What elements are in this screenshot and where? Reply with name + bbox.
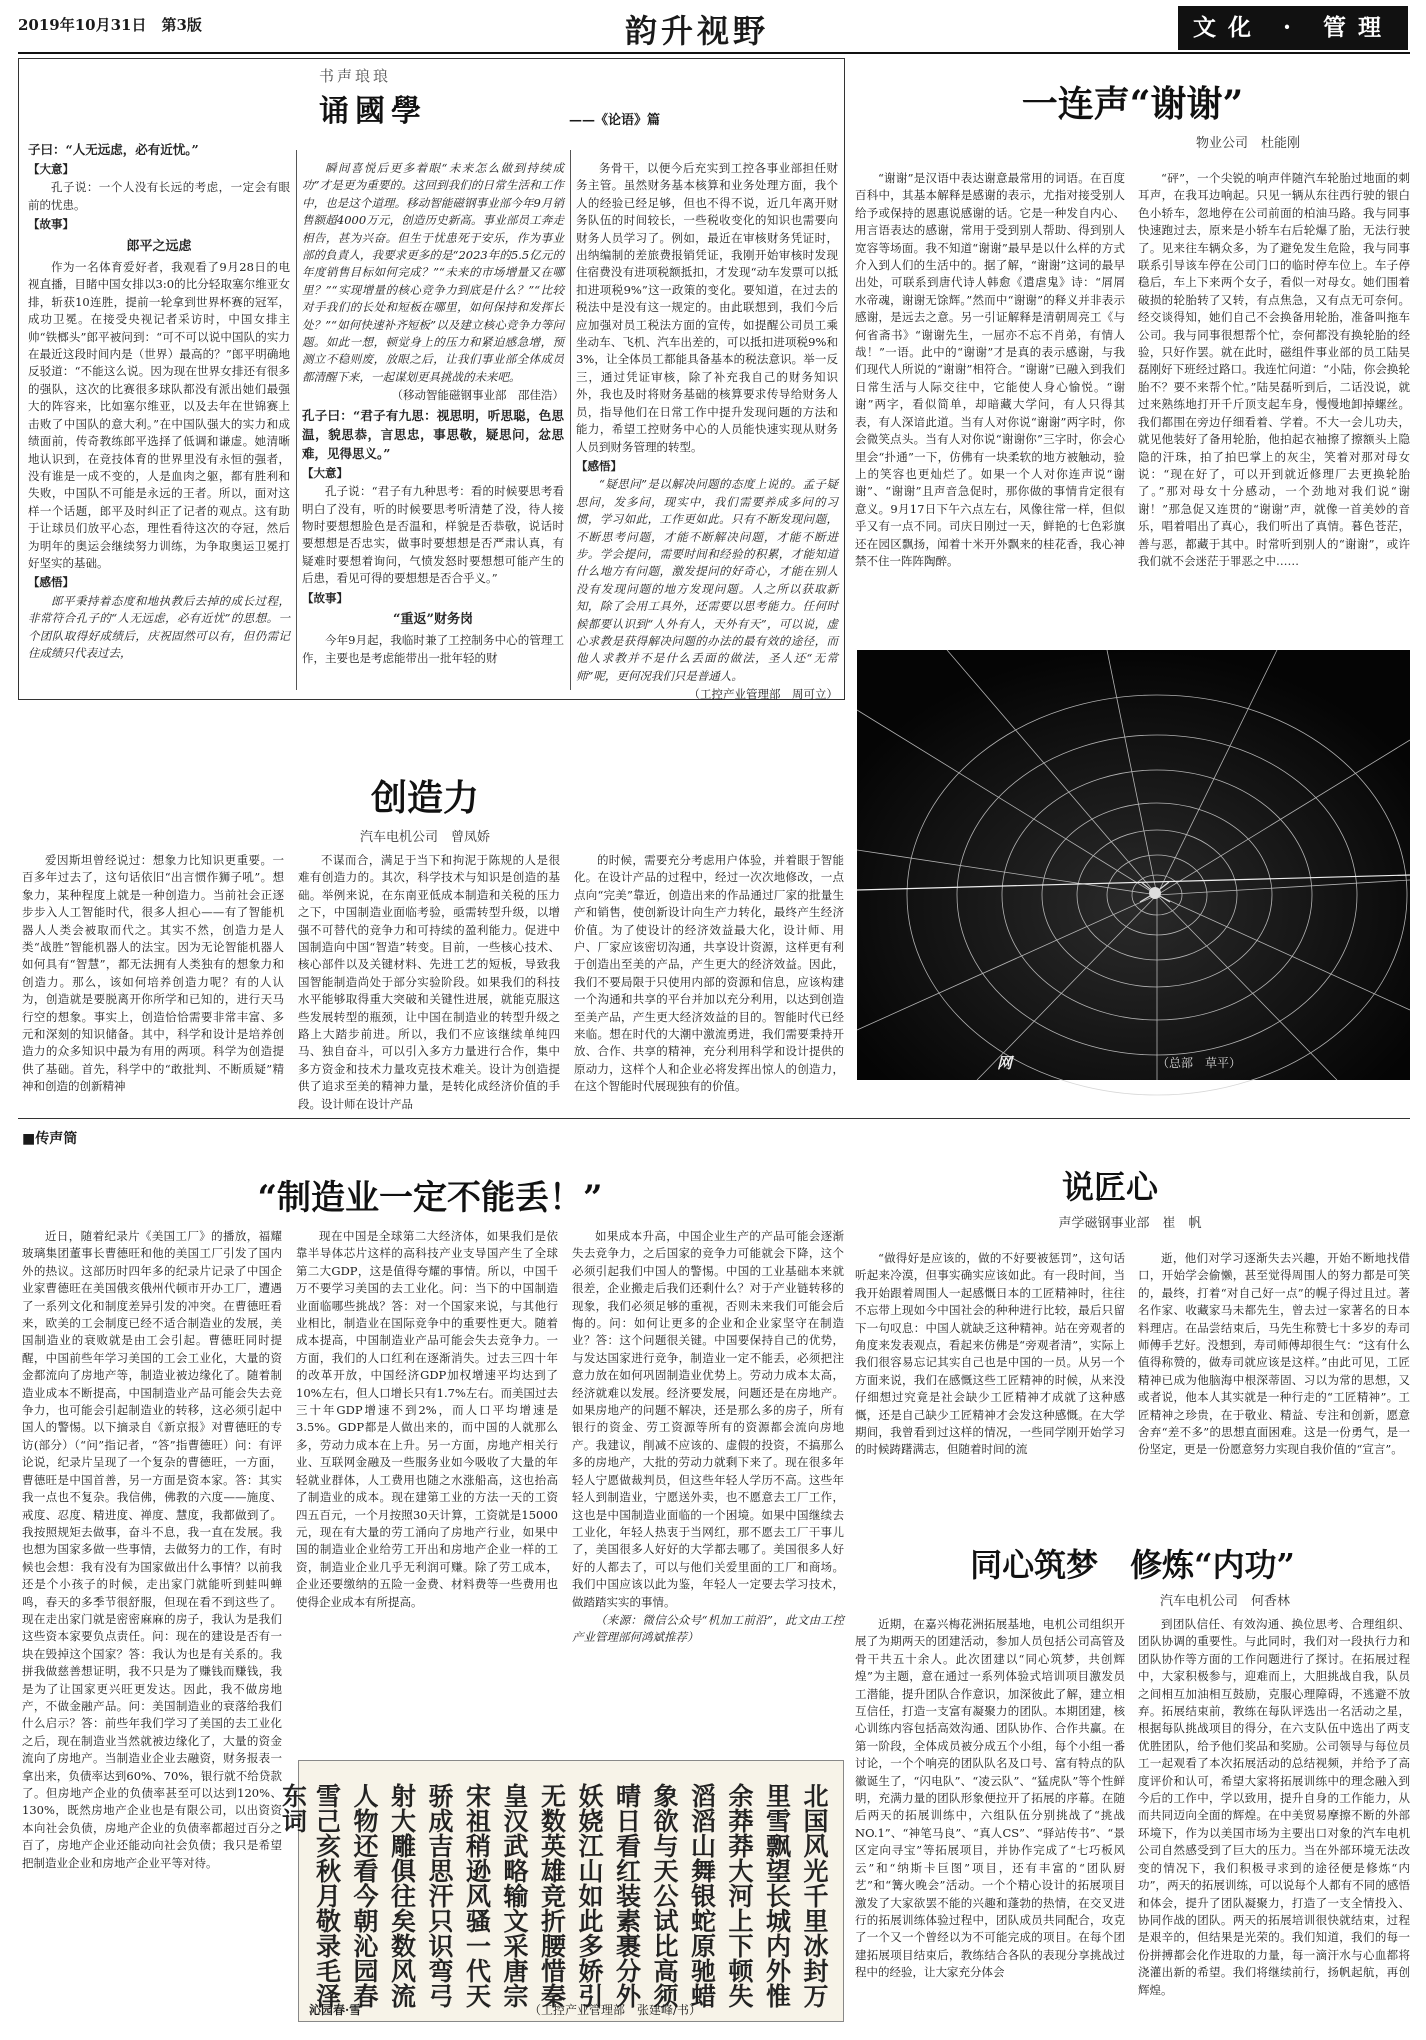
jiang-text-1: “做得好是应该的，做的不好要被惩罚”，这句话听起来冷漠，但事实确实应该如此。有一段时间，当我开始跟着周围人一起感慨日本的工匠精神时，往往不忘带上现如今中国社会的种种进行比较，最后只留下一句叹息：中国人就缺乏这种精神。站在旁观者的角度来发表观点，看起来仿佛是“旁观者清”，实际上我们很容易忘记其实自己也是中国的一员。从另一个方面来说，我们在感慨这些工匠精神的时候，从来没仔细想过究竟是社会缺少工匠精神才成就了这种感慨，还是自己缺少工匠精神才会发这种感慨。在大学期间，我曾看到过这样的情况，一些同学刚开始学习的时候踌躇满志，但随着时间的流 [855,1251,1125,1457]
calligraphy-column: 晴日看红装素裹分外 [612,1783,642,2008]
zhi-col-1 [22,1228,282,2028]
chuang-title: 创造力 [370,777,479,819]
quote-1: 子曰：“人无远虑，必有近忧。” [28,142,199,157]
xie-col-2 [1138,170,1410,640]
label-dayi-2: 【大意】 [302,465,348,480]
photo-credit: （总部 草平） [1157,1056,1242,1070]
jiang-byline: 声学磁钢事业部 崔 帆 [1058,1216,1202,1231]
issue-date: 2019年10月31日 第3版 [18,16,202,34]
calligraphy-column: 无数英雄竞折腰惜秦 [537,1783,567,2008]
tongxin-byline: 汽车电机公司 何香林 [1159,1594,1290,1609]
calligraphy-column: 妖娆江山如此多娇引 [575,1783,604,2008]
jiang-title: 说匠心 [1061,1168,1158,1206]
zhi-text-1: 近日，随着纪录片《美国工厂》的播放，福耀玻璃集团董事长曹德旺和他的美国工厂引发了国内外的热议。这部历时四年多的纪录片记录了中国企业家曹德旺在美国俄亥俄州代顿市开办工厂，遭遇了一系列文化和制度差异引发的冲突。在曹德旺看来，欧美的工会制度已经不适合制造业的发展，美国制造业的衰败就是由工会引起。曹德旺同时提醒，中国前些年学习美国的工会工业化，大量的资金都流向了房地产等，制造业被边缘化了。随着制造业成本不断提高，中国制造业产品可能会失去竞争力，也可能会引起制造业的转移，这必须引起中国人的警惕。以下摘录自《新京报》对曹德旺的专访(部分）（“问”指记者，“答”指曹德旺）问：有评论说，纪录片呈现了一个复杂的曹德旺，一方面，曹德旺是中国首善，另一方面是资本家。答：其实我一点也不复杂。我信佛，佛教的六度——施度、戒度、忍度、精进度、禅度、慧度，我都做到了。我按照规矩去做事，奋斗不息，我一直在发展。我也想为国家多做一些事情，去做努力的工作，有时候也会想：我有没有为国家做出什么事情？以前我还是个小孩子的时候，走出家门就能听到蛙叫蝉鸣，春天的多季节很舒服，但现在看不到这些了。现在走出家门就是密密麻麻的房子，我认为是我们这些资本家要负点责任。问：现在的建设是否有一块在毁掉这个国家？答：我认为也是有关系的。我拼我做慈善想证明，我不只是为了赚钱而赚钱，我是为了让国家更兴旺更发达。因此，我不做房地产，不做金融产品。问：美国制造业的衰落给我们什么启示？答：前些年我们学习了美国的去工业化之后，现在制造业当然就被边缘化了，大量的资金流向了房地产。当制造业企业去融资，财务报表一拿出来，负债率达到60%、70%，银行就不给贷款了。但房地产企业的负债率甚至可以达到120%、130%，既然房地产企业也是有限公司，以出资资本向社会负债，房地产企业的负债率都超过百分之百了，房地产企业还能动向社会负债；我只是希望把制造业企业和房地产企业平等对待。 [22,1229,282,1870]
guoxue-col-2 [302,160,564,696]
label-ganwu-3: 【感悟】 [576,458,622,473]
tongxin-title: 同心筑梦 修炼“内功” [970,1546,1295,1584]
photo-caption: 网 [997,1054,1013,1072]
ganwu-3: “疑思问”是以解决问题的态度上说的。孟子疑思问，发多问，现实中，我们需要养成多问的习惯，学习如此，工作更如此。只有不断发现问题，不断思考问题，才能不断解决问题，才能不断进步。学会提问，需要时间和经验的积累，才能知道什么地方有问题，激发提问的好奇心，才能在别人没有发现问题的地方发现问题。人之所以获取新知，除了会用工具外，还需要以思考能力。任何时候都要认识到“人外有人，天外有天”，可以说，虚心求教是获得解决问题的办法的最有效的途径，而他人求教并不是什么丢面的做法，圣人还“无常师”呢，更何况我们只是普通人。 [576,477,838,683]
section-rule [18,1118,1410,1119]
chuang-col-2 [298,852,560,1111]
chuang-text-3: 的时候，需要充分考虑用户体验，并着眼于智能化。在设计产品的过程中，经过一次次地修改，一点点向“完美”靠近，创造出来的作品通过厂家的批量生产和销售，使创新设计向生产力转化，最终产生经济价值。为了使设计的经济效益最大化，设计师、用户、厂家应该密切沟通，共享设计资源，这样更有利于创造出至美的产品，产生更大的经济效益。因此，我们不要局限于只使用内部的资源和信息，应该构建一个沟通和共享的平台并加以充分利用，以达到创造至美产品，产生更大经济效益的目的。智能时代已经来临。想在时代的大潮中激流勇进，我们需要秉持开放、合作、共享的精神，充分利用科学和设计提供的原动力，这样个人和企业必将发挥出惊人的创造力，在这个智能时代展现独有的价值。 [574,853,844,1094]
guoxue-col-1 [28,140,290,696]
sign-3: （工控产业管理部 周可立） [688,687,838,702]
guoxue-col-3 [576,160,838,702]
dayi-1: 孔子说：一个人没有长远的考虑，一定会有眼前的忧患。 [28,180,290,212]
label-gushi-2: 【故事】 [302,590,348,605]
ganwu-1: 郎平秉持着态度和地执教后去掉的成长过程，非常符合孔子的“人无远虑，必有近忧”的思想。一个团队取得好成绩后，庆祝固然可以有，但仍需记住成绩只代表过去， [28,593,290,660]
chuang-col-1 [22,852,284,1102]
zhi-col-2 [296,1228,558,1748]
tongxin-text-1: 近期，在嘉兴梅花洲拓展基地，电机公司组织开展了为期两天的团建活动，参加人员包括公司高管及骨干共五十余人。此次团建以“同心筑梦，共创辉煌”为主题，意在通过一系列体验式培训项目激发员工潜能，提升团队合作意识，加深彼此了解，建立相互信任，打造一支富有凝聚力的团队。本期团建，核心训练内容包括高效沟通、团队协作、合作共赢。在第一阶段，全体成员被分成五个小组，每个小组一番讨论，一个个响亮的团队队名及口号、富有特点的队徽诞生了，“闪电队”、“凌云队”、“猛虎队”等个性鲜明，充满力量的团队形象便拉开了拓展的序幕。在随后两天的拓展训练中，六组队伍分别挑战了“挑战NO.1”、“神笔马良”、“真人CS”、“驿站传书”、“景区定向寻宝”等拓展项目，并协作完成了“七巧板风云”和“纳斯卡巨图”项目，还有丰富的“团队厨艺”和“篝火晚会”活动。一个个精心设计的拓展项目激发了大家欲罢不能的兴趣和蓬勃的热情，在交叉进行的拓展训练体验过程中，团队成员共同配合，攻克了一个又一个曾经以为不可能完成的项目。在每个团建拓展项目结束后，教练结合各队的表现分享挑战过程中的经验，让大家充分体会 [855,1617,1125,1980]
story-title-2: “重返”财务岗 [393,611,473,627]
zhi-text-3: 如果成本升高，中国企业生产的产品可能会逐渐失去竞争力，之后国家的竞争力可能就会下降，这个必须引起我们中国人的警惕。中国的工业基础本来就很差，企业搬走后我们还剩什么？对于产业链转移的现象，我们必须足够的重视，否则未来我们可能会后悔的。问：如何让更多的企业和企业家坚守在制造业？答：这个问题很关键。中国要保持自己的优势，与发达国家进行竞争，制造业一定不能丢，必须把注意力放在如何巩固制造业优势上。劳动力成本太高，经济就难以发展。经济要发展，问题还是在房地产。如果房地产的问题不解决，还是那么多的房子，所有银行的资金、劳工资源等所有的资源都会流向房地产。我建议，削减不应该的、虚假的投资，不搞那么多的房地产，大批的劳动力就剩下来了。现在很多年轻人宁愿做裁判员，但这些年轻人学历不高。这些年轻人到制造业，宁愿送外卖，也不愿意去工厂工作，这也是中国制造业面临的一个困境。如果中国继续去工业化，年轻人热衷于当网红，那不愿去工厂干事儿了，美国很多人好好的大学都去哪了。美国很多人好好的人都去了，可以与他们关爱里面的工厂和商场。我们中国应该以此为鉴，年轻人一定要去学习技术，做踏踏实实的事情。 [572,1229,844,1609]
transmit-section-label [22,1128,77,1148]
calligraphy-column: 宋祖稍逊风骚一代天 [462,1783,492,2008]
calligraphy-column: 滔滔山舞银蛇原驰蜡 [687,1783,717,2008]
tongxin-text-2: 到团队信任、有效沟通、换位思考、合理组织、团队协调的重要性。与此同时，我们对一段执行力和团队协作等方面的工作问题进行了探讨。在拓展过程中，大家积极参与，迎难而上，大胆挑战自我，队员之间相互加油相互鼓励，克服心理障碍，不逃避不放弃。拓展结束前，教练在每队评选出一名活动之星，根据每队挑战项目的得分，在六支队伍中选出了两支优胜团队，给予他们奖品和奖励。公司领导与每位员工一起观看了本次拓展活动的总结视频，并给予了高度评价和认可，希望大家将拓展训练中的理念融入到今后的工作中，学以致用，提升自身的工作能力，从而共同迈向全面的辉煌。在中美贸易摩擦不断的外部环境下，作为以美国市场为主要出口对象的汽车电机公司自然感受到了巨大的压力。当在外部环境无法改变的情况下，我们积极寻求到的途径便是修炼“内功”，两天的拓展训练，可以说每个人都有不同的感悟和体会，提升了团队凝聚力，打造了一支全情投入、协同作战的团队。两天的拓展培训很快就结束，过程是艰辛的，但结果是光荣的。我们知道，我们的每一份拼搏都会化作进取的力量，每一滴汗水与心血都将浇灌出新的希望。我们将继续前行，扬帆起航，再创辉煌。 [1138,1617,1410,1997]
calligraphy-column: 射大雕俱往矣数风流 [387,1783,417,2008]
jiang-col-1 [855,1250,1125,1530]
chuang-text-2: 不谋而合，满足于当下和拘泥于陈规的人是很难有创造力的。其次，科学技术与知识是创造的基础。举例来说，在东南亚低成本制造和关税的压力之下，中国制造业面临考验，亟需转型升级，以增强不可替代的竞争力和可持续的盈利能力。促进中国制造向中国“智造”转变。目前，一些核心技术、核心部件以及关键材料、先进工艺的短板，导致我国智能制造尚处于部分实验阶段。如果我们的科技水平能够取得重大突破和关键性进展，就能克服这些发展转型的瓶颈，让中国在制造业的转型升级之路上大踏步前进。所以，我们不应该继续单纯四马、独自奋斗，可以引入多方力量进行合作，集中多方资金和技术力量攻克技术难关。设计为创造提供了追求至美的精神力量，是转化成经济价值的手段。设计师在设计产品 [298,853,560,1111]
calligraphy-column: 人物还看今朝沁园春 [350,1783,379,2008]
zhi-title: “制造业一定不能丢！” [257,1178,603,1218]
calligraphy-credit: （工控产业管理部 张建峰/书） [529,2003,702,2017]
sign-1: （移动智能磁钢事业部 邵佳浩） [391,388,564,403]
chuang-col-3 [574,852,844,1102]
divider [570,150,571,690]
calligraphy-column: 骄成吉思汗只识弯弓 [425,1783,454,2008]
guoxue-source: ——《论语》篇 [569,113,661,128]
tongxin-col-2 [1138,1616,1410,2028]
xie-title: 一连声“谢谢” [1021,83,1244,125]
calligraphy-column: 雪己亥秋月敬录毛泽东词 [278,1783,342,2008]
divider [296,150,297,690]
calligraphy-column: 象欲与天公试比高须 [650,1783,679,2008]
chuang-text-1: 爱因斯坦曾经说过：想象力比知识更重要。一百多年过去了，这句话依旧“出言惯作狮子吼”。想象力，某种程度上就是一种创造力。当前社会正逐步步入人工智能时代，很多人担心——有了智能机器人人类会被取而代之。其实不然，创造力是人类“战胜”智能机器人的法宝。因为无论智能机器人如何具有“智慧”，都无法拥有人类独有的想象力和创造力。那么，该如何培养创造力呢？有的人认为，创造就是要脱离开你所学和已知的，进行天马行空的想象。事实上，创造恰恰需要非常丰富、多元和深刻的知识储备。其中，科学和设计是培养创造力的众多知识中最为有用的两项。科学为创造提供了基础。首先，科学中的“敢批判、不断质疑”精神和创造的创新精神 [22,853,284,1094]
jiang-col-2 [1138,1250,1410,1530]
story-2-cont: 务骨干，以便今后充实到工控各事业部担任财务主管。虽然财务基本核算和业务处理方面，我个人的经验已经足够，但也不得不说，近几年离开财务队伍的时间较长，一些税收变化的知识也需要向财务人员学习了。例如，最近在审核财务凭证时，出纳编制的差旅费报销凭证，我刚开始审核时发现住宿费没有进项税额抵扣，才发现“动车发票可以抵扣进项税9%”这一政策的变化。要知道，在过去的税法中是没有这一规定的。由此联想到，我们今后应加强对员工税法方面的宣传，如提醒公司员工乘坐动车、飞机、汽车出差的，可以抵扣进项税9%和3%，让全体员工都能具备基本的税法意识。举一反三，通过凭证审核，除了补充我自己的财务知识外，我也及时将财务基础的核算要求传导给财务人员，指导他们在日常工作中提升发现问题的方法和能力，希望工控财务中心的人员能快速实现从财务人员到财务管理的转型。 [576,161,838,454]
guoxue-logo [319,65,519,135]
dayi-2: 孔子说：“君子有九种思考：看的时候要思考看明白了没有，听的时候要思考听清楚了没，待人接物时要想想脸色是否温和，样貌是否恭敬，说话时要想想是否忠实，做事时要想想是否严肃认真，有疑难时要想着询问，气愤发怒时要想想可能产生的后患，看见可得的要想想是否合乎义。” [302,484,564,586]
calligraphy-column: 余莽莽大河上下顿失 [725,1783,754,2008]
spider-web-icon [857,650,1410,1080]
zhi-text-2: 现在中国是全球第二大经济体，如果我们是依靠半导体芯片这样的高科技产业支导国产生了全球第二大GDP，这是值得夸耀的事情。所以，中国千万不要学习美国的去工业化。问：当下的中国制造业面临哪些挑战？答：对一个国家来说，与其他行业相比，制造业在国际竞争中的重要性更大。随着成本提高，中国制造业产品可能会失去竞争力。一方面，我们的人口红利在逐渐消失。过去三四十年的改革开放，中国经济GDP加权增速平均达到了10%左右，但人口增长只有1.7%左右。而美国过去三十年GDP增速不到2%，而人口平均增速是3.5%。GDP都是人做出来的，而中国的人就那么多，劳动力成本在上升。另一方面，房地产相关行业、互联网金融及一些服务业如今吸收了大量的年轻就业群体，人工费用也随之水涨船高，这也抬高了制造业的成本。现在建第工业的方法一天的工资四五百元，一个月按照30天计算，工资就是15000元，现在有大量的劳工涌向了房地产行业，如果中国的制造业企业给劳工开出和房地产企业一样的工资，制造业企业几乎无利润可赚。除了劳工成本，企业还要缴纳的五险一金费、材料费等一些费用也使得企业成本有所提高。 [296,1229,558,1609]
section-tag: ■传声筒 [22,1131,78,1147]
header-rule [18,52,1410,54]
label-gushi: 【故事】 [28,217,74,232]
story-2: 今年9月起，我临时兼了工控制务中心的管理工作，主要也是考虑能带出一批年轻的财 [302,633,564,665]
calligraphy-column: 北国风光千里冰封万 [800,1783,829,2008]
xie-text-2: “砰”，一个尖锐的响声伴随汽车轮胎过地面的刺耳声，在我耳边响起。只见一辆从东往西行驶的银白色小轿车，忽地停在公司前面的柏油马路。我与同事快速跑过去，原来是小轿车右后轮爆了胎，无法行驶了。见来往车辆众多，为了避免发生危险，我与同事联系引导该车停在公司门口的临时停车位上。车子停稳后，车上下来两个女子，看似一对母女。她们围着破损的轮胎转了又转，有点焦急，又有点无可奈何。经交谈得知，她们自己不会换备用轮胎，准备叫拖车公司。我与同事很想帮个忙，奈何都没有换轮胎的经验，只好作罢。就在此时，磁组件事业部的员工陆昊磊刚好下班经过路口。我连忙问道：“小陆，你会换轮胎不？要不来帮个忙。”陆昊磊听到后，二话没说，就过来熟练地打开千斤顶支起车身，慢慢地卸掉螺丝。我们都围在旁边仔细看着、学着。不大一会儿功夫，就见他装好了备用轮胎，他拍起衣袖擦了擦额头上隐隐的汗珠，拍了拍巴掌上的灰尘，笑着对那对母女说：“现在好了，可以开到就近修理厂去更换轮胎了。”那对母女十分感动，一个劲地对我们说“谢谢！”那急促又连贯的“谢谢”声，就像一首美妙的音乐，唱着唱出了真心，我们听出了真情。暮色苍茫，善与恶，都藏于其中。时常听到别人的“谢谢”，或许我们就不会迷茫于罪恶之中…… [1138,171,1410,568]
calligraphy-column: 里雪飘望长城内外惟 [762,1783,792,2008]
ganwu-1-cont: 瞬间喜悦后更多着眼“未来怎么做到持续成功”才是更为重要的。这回到我们的日常生活和工作中，也是这个道理。移动智能磁钢事业部今年9月销售额超4000万元，创造历史新高。事业部员工奔走相告，甚为兴奋。但生于忧患死于安乐，作为事业部的負責人，我要求更多的是“2023年的5.5亿元的年度销售目标如何完成？”“未来的市场增量又在哪里？”“实现增量的核心竞争力到底是什么？”“比较对手我们的长处和短板在哪里，如何保持和发挥长处？”“如何快速补齐短板”以及建立核心竞争力等问题。如此一想，顿觉身上的压力和紧迫感急增，预测立不稳则废，放眼之后，让我们事业部全体成员都清醒下来，一起谋划更具挑战的未来吧。 [302,161,564,384]
calligraphy-box [278,1760,844,2022]
jiang-text-2: 逝，他们对学习逐渐失去兴趣，开始不断地找借口，开始学会偷懒，甚至觉得周围人的努力都是可笑的，最终，打着“对自己好一点”的幌子得过且过。著名作家、收藏家马未都先生，曾去过一家著名的日本料理店。在品尝结束后，马先生称赞七十多岁的寿司师傅手艺好。没想到，寿司师傅却很生气：“这有什么值得称赞的，做寿司就应该是这样。”由此可见，工匠精神已成为他脑海中根深蒂固、习以为常的思想，又或者说，他本人其实就是一种行走的“工匠精神”。工匠精神之珍贵，在于敬业、精益、专注和创新，愿意舍弃“差不多”的思想直面困难。这是一份勇气，是一份坚定，更是一份愿意努力实现自我价值的“宣言”。 [1138,1251,1410,1457]
calligraphy-title: 沁园春·雪 [309,2003,362,2017]
xie-byline: 物业公司 杜能刚 [1195,136,1300,151]
spider-web-photo [857,650,1410,1080]
logo-small: 书声琅琅 [319,67,392,85]
logo-big: 诵國學 [319,94,427,129]
newspaper-title: 韵升视野 [625,12,770,50]
chuang-byline: 汽车电机公司 曾凤娇 [359,830,490,845]
quote-2: 孔子曰：“君子有九思：视思明，听思聪，色思温，貌思恭，言思忠，事思敬，疑思问，忿思难，见得思义。” [302,407,564,461]
label-ganwu: 【感悟】 [28,575,74,590]
section-label: 文化 · 管理 [1178,6,1408,50]
calligraphy-column: 皇汉武略输文采唐宗 [500,1783,529,2008]
story-1: 作为一名体育爱好者，我观看了9月28日的电视直播，目睹中国女排以3:0的比分轻取塞尔维亚女排，斩获10连胜，提前一轮拿到世界杯赛的冠军，成功卫冕。在接受央视记者采访时，中国女排主帅“铁榔头”郎平被问到：“可不可以说中国队的实力在最近这段时间内是（世界）最高的？”郎平明确地反驳道：“不能这么说。因为现在世界女排还有很多的强队，这次的比赛很多球队都没有派出她们最强大的阵容来，比如塞尔维亚，以及去年在世锦赛上击败了中国队的意大利。”在中国队强大的实力和成绩面前，传奇教练郎平选择了低调和谦虚。她清晰地认识到，在竞技体育的世界里没有永恒的强者，没有谁是一成不变的，人是血肉之躯，都有胜利和失败，中国队不可能是永远的王者。所以，面对这样一个话题，郎平及时纠正了记者的观点。这有助于让球员们放平心态，理性看待这次的夺冠，然后为明年的奥运会继续努力训练，为争取奥运卫冕打好坚实的基础。 [28,260,290,570]
label-dayi: 【大意】 [28,162,74,176]
tongxin-col-1 [855,1616,1125,2028]
zhi-source: （来源：微信公众号“机加工前沿”，此文由工控产业管理部何鸿斌推荐） [572,1612,844,1645]
xie-text-1: “谢谢”是汉语中表达谢意最常用的词语。在百度百科中，其基本解释是感谢的表示，尤指对接受别人给予或保持的恩惠说感谢的话。它是一种发自内心、用言语表达的感谢，常用于受到别人帮助、得到别人宽容等场面。我不知道“谢谢”最早是以什么样的方式介入到人们的生活中的。据了解，“谢谢”这词的最早出处，可联系到唐代诗人韩愈《遣虐鬼》诗：“屑屑水帝魂，谢谢无馀辉。”然而中“谢谢”的释义并非表示感谢，是远去之意。另一引证解释是清朝周亮工《与何省斋书》“谢谢先生，一屈亦不忘不肖弟，有情人哉！”一语。此中的“谢谢”才是真的表示感谢，与我们现代人所说的“谢谢”相符合。“谢谢”已融入到我们日常生活与人际交往中，它能使人身心愉悦。“谢谢”两字，看似简单，却暗藏大学问，有人只得其表，有人深谙此道。当有人对你说“谢谢”两字时，你会微笑点头。当有人对你说“谢谢你”三字时，你会心里会“扑通”一下，仿佛有一块柔软的地方被触动，验上的笑容也更灿烂了。如果一个人对你连声说“谢谢”、“谢谢”且声音急促时，那你做的事情肯定很有意义。9月17日下午六点左右，风像往常一样，但似乎又有一点不同。司庆日刚过一天，鲜艳的七色彩旗还在园区飘扬，闻着十米开外飘来的桂花香，我心神禁不住一阵阵陶醉。 [855,171,1125,568]
zhi-col-3 [572,1228,844,1748]
story-title-1: 郎平之远虑 [126,238,192,254]
xie-col-1 [855,170,1125,640]
